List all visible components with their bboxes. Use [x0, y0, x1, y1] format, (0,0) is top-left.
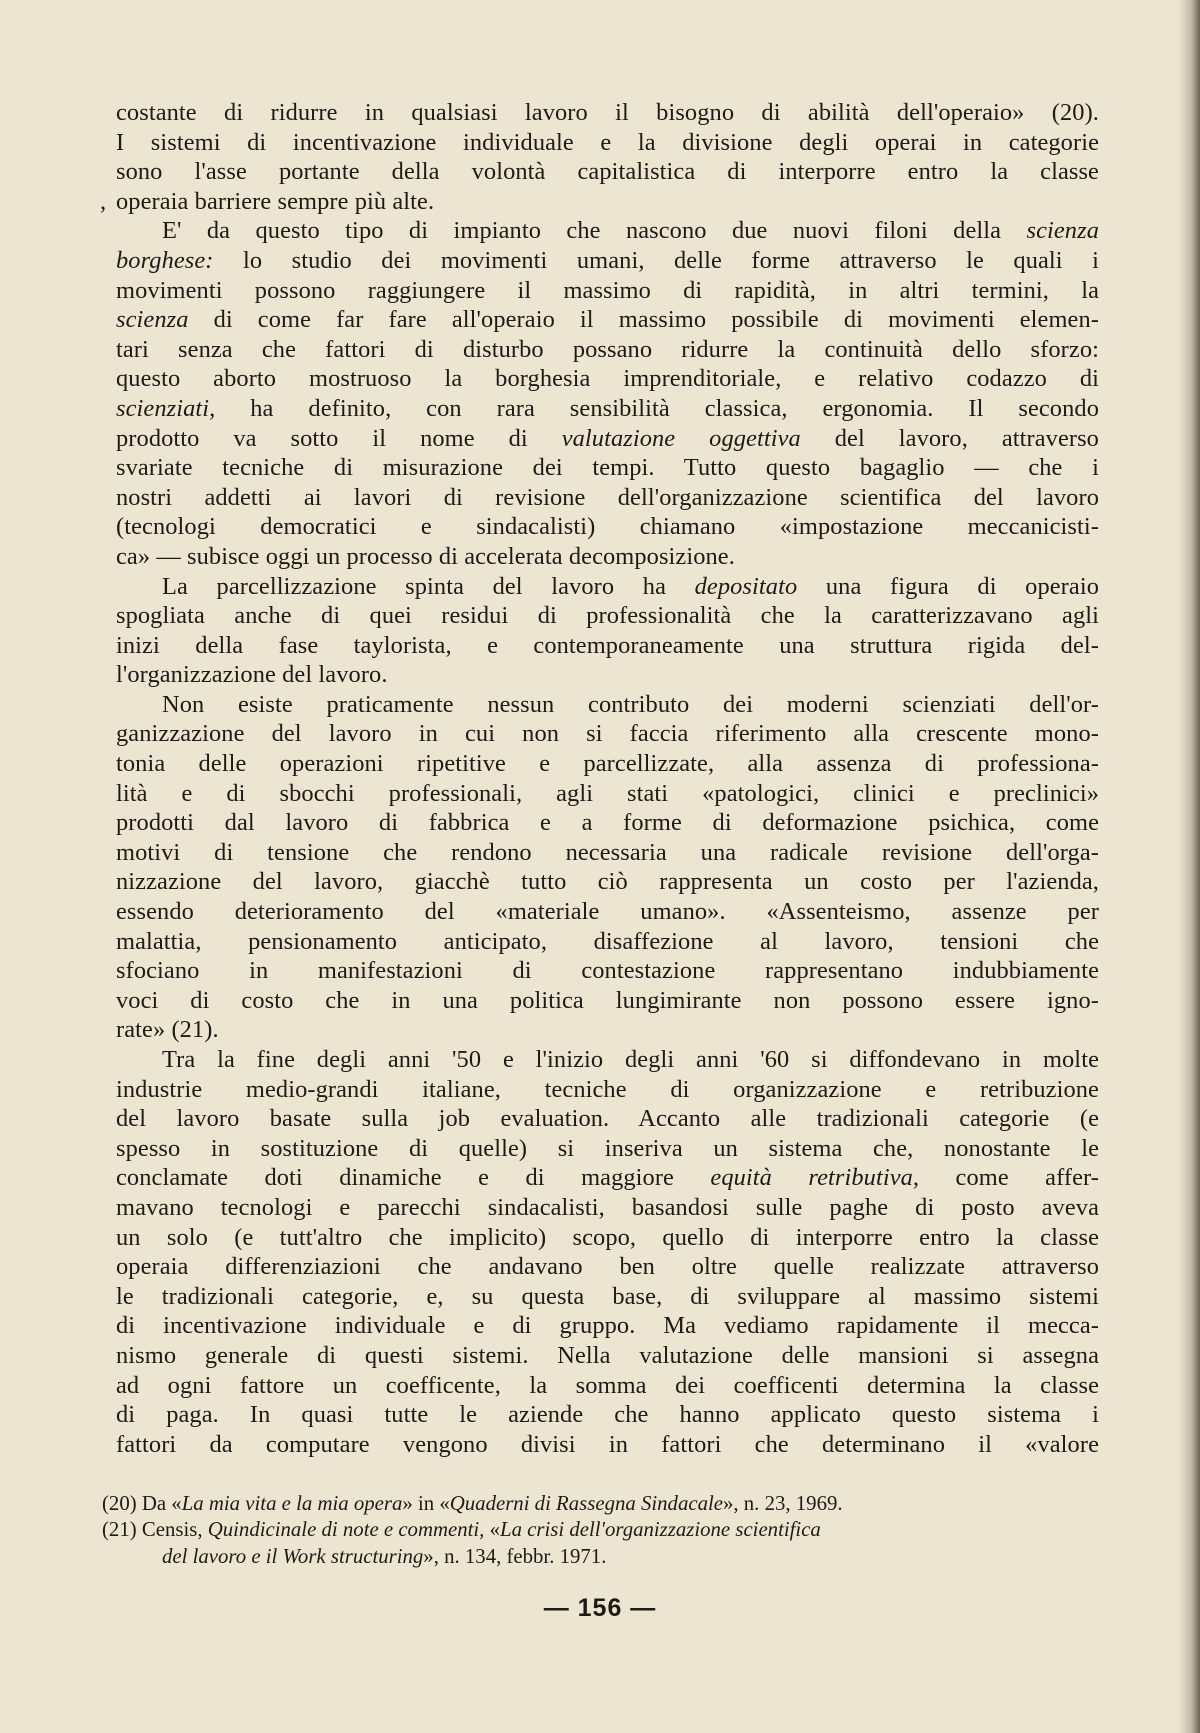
body-text: [100, 98, 1100, 1459]
text-line: I sistemi di incentivazione individuale e la divisione degli operai in categorie: [116, 128, 1099, 156]
text-line: ad ogni fattore un coefficente, la somma dei coefficenti determina la classe: [116, 1371, 1099, 1399]
text-line: , operaia barriere sempre più alte.: [100, 187, 435, 215]
text-line: (tecnologi democratici e sindacalisti) chiamano «impostazione meccanicisti-: [116, 513, 1099, 541]
text-line: essendo deterioramento del «materiale umano». «Assenteismo, assenze per: [116, 898, 1099, 926]
footnote-number: (21): [102, 1518, 137, 1542]
footnote-20: (20) Da «La mia vita e la mia opera» in «Quaderni di Rassegna Sindacale», n. 23, 1969.: [102, 1492, 843, 1515]
text-line: scienziati, ha definito, con rara sensibilità classica, ergonomia. Il secondo: [116, 394, 1099, 422]
footnote-number: (20): [102, 1492, 137, 1515]
page-edge-shadow: [1178, 0, 1200, 1733]
page-number: — 156 —: [543, 1594, 657, 1622]
text-line: le tradizionali categorie, e, su questa base, di sviluppare al massimo sistemi: [116, 1282, 1099, 1310]
text-line: prodotti dal lavoro di fabbrica e a forme di deformazione psichica, come: [116, 809, 1099, 837]
text-line: questo aborto mostruoso la borghesia imprenditoriale, e relativo codazzo di: [116, 365, 1099, 393]
text-line: di paga. In quasi tutte le aziende che hanno applicato questo sistema i: [116, 1401, 1099, 1429]
text-line: tonia delle operazioni ripetitive e parcellizzate, alla assenza di professiona-: [116, 750, 1099, 778]
footnote-21: (21) Censis, Quindicinale di note e commenti, «La crisi dell'organizzazione scientifica: [102, 1518, 821, 1542]
text-line: industrie medio-grandi italiane, tecniche di organizzazione e retribuzione: [116, 1075, 1099, 1103]
text-line: Non esiste praticamente nessun contributo dei moderni scienziati dell'or-: [162, 690, 1099, 718]
text-line: fattori da computare vengono divisi in fattori che determinano il «valore: [116, 1430, 1099, 1458]
text-line: un solo (e tutt'altro che implicito) scopo, quello di interporre entro la classe: [116, 1223, 1099, 1251]
text-line: spesso in sostituzione di quelle) si inseriva un sistema che, nonostante le: [116, 1134, 1099, 1162]
text-line: sono l'asse portante della volontà capitalistica di interporre entro la classe: [116, 158, 1099, 186]
text-line: nismo generale di questi sistemi. Nella valutazione delle mansioni si assegna: [116, 1341, 1099, 1369]
text-line: borghese: lo studio dei movimenti umani, delle forme attraverso le quali i: [116, 246, 1099, 274]
text-line: l'organizzazione del lavoro.: [116, 661, 388, 689]
text-line: motivi di tensione che rendono necessaria una radicale revisione dell'orga-: [116, 838, 1099, 866]
text-line: svariate tecniche di misurazione dei tempi. Tutto questo bagaglio — che i: [116, 454, 1099, 482]
text-line: di incentivazione individuale e di gruppo. Ma vediamo rapidamente il mecca-: [116, 1312, 1099, 1340]
text-line: sfociano in manifestazioni di contestazione rappresentano indubbiamente: [116, 957, 1099, 985]
footnote-21-continued: del lavoro e il Work structuring», n. 134, febbr. 1971.: [162, 1544, 607, 1568]
text-line: mavano tecnologi e parecchi sindacalisti, basandosi sulle paghe di posto aveva: [116, 1193, 1099, 1221]
text-line: nizzazione del lavoro, giacchè tutto ciò rappresenta un costo per l'azienda,: [116, 868, 1099, 896]
text-line: malattia, pensionamento anticipato, disaffezione al lavoro, tensioni che: [116, 927, 1099, 955]
text-line: scienza di come far fare all'operaio il massimo possibile di movimenti elemen-: [116, 306, 1099, 334]
text-line: del lavoro basate sulla job evaluation. Accanto alle tradizionali categorie (e: [116, 1105, 1099, 1133]
text-line: lità e di sbocchi professionali, agli stati «patologici, clinici e preclinici»: [116, 779, 1099, 807]
text-line: spogliata anche di quei residui di professionalità che la caratterizzavano agli: [116, 602, 1099, 630]
text-line: operaia differenziazioni che andavano ben oltre quelle realizzate attraverso: [116, 1253, 1099, 1281]
text-line: nostri addetti ai lavori di revisione dell'organizzazione scientifica del lavoro: [116, 483, 1099, 511]
footnotes: [102, 1491, 1098, 1570]
text-line: conclamate doti dinamiche e di maggiore equità retributiva, come affer-: [116, 1164, 1099, 1192]
text-line: costante di ridurre in qualsiasi lavoro il bisogno di abilità dell'operaio» (20).: [116, 99, 1099, 126]
text-line: ca» — subisce oggi un processo di accelerata decomposizione.: [116, 542, 735, 570]
text-line: inizi della fase taylorista, e contemporaneamente una struttura rigida del-: [116, 631, 1099, 659]
text-line: La parcellizzazione spinta del lavoro ha depositato una figura di operaio: [162, 572, 1100, 600]
text-line: movimenti possono raggiungere il massimo di rapidità, in altri termini, la: [116, 276, 1099, 304]
text-line: prodotto va sotto il nome di valutazione oggettiva del lavoro, attraverso: [116, 424, 1099, 452]
text-line: rate» (21).: [116, 1016, 219, 1044]
text-line: voci di costo che in una politica lungimirante non possono essere igno-: [116, 986, 1099, 1014]
margin-mark: ,: [100, 187, 107, 215]
text-line: E' da questo tipo di impianto che nascono due nuovi filoni della scienza: [162, 217, 1099, 245]
text-line: tari senza che fattori di disturbo possano ridurre la continuità dello sforzo:: [116, 335, 1099, 363]
text-line: Tra la fine degli anni '50 e l'inizio degli anni '60 si diffondevano in molte: [162, 1046, 1099, 1073]
text-line: ganizzazione del lavoro in cui non si faccia riferimento alla crescente mono-: [116, 720, 1099, 748]
